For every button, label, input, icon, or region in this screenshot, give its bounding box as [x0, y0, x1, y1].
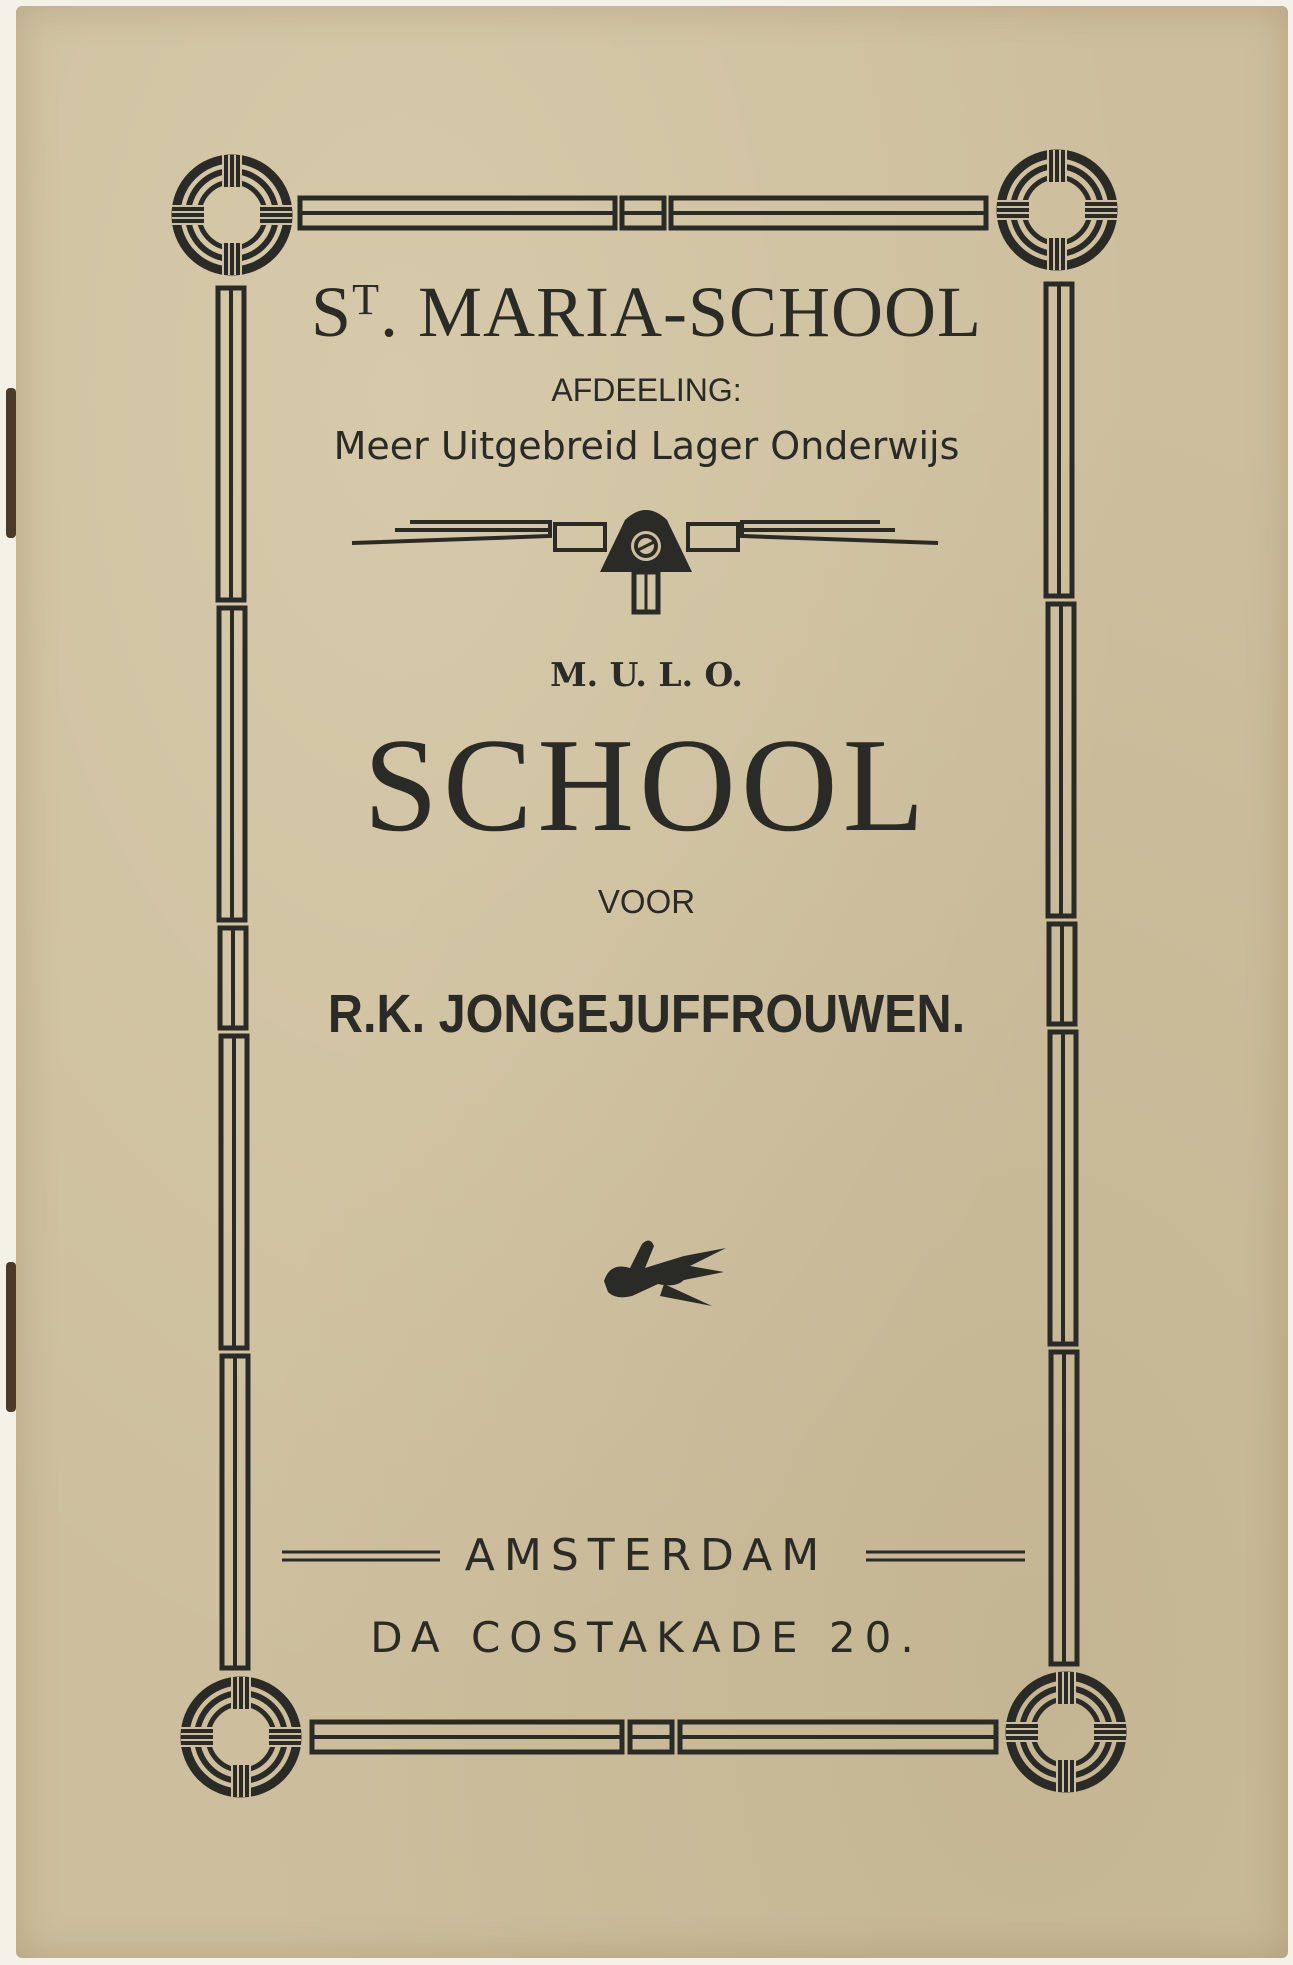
ring-ornament-icon [172, 155, 292, 275]
audience-heading: R.K. JONGEJUFFROUWEN. [327, 984, 966, 1044]
ring-ornament-icon [997, 150, 1117, 270]
divider-ornament-icon [352, 510, 938, 612]
abbreviation: M. U. L. O. [550, 655, 743, 694]
street-address: DA COSTAKADE 20. [370, 1613, 923, 1662]
connector-word: VOOR [597, 883, 696, 920]
ring-ornament-icon [181, 1677, 301, 1797]
school-title: $S^T$. MARIA-SCHOOL [311, 272, 982, 352]
main-heading: SCHOOL [363, 711, 930, 859]
department-label: AFDEELING: [551, 372, 742, 408]
swallow-bird-icon [604, 1240, 726, 1306]
city-name: AMSTERDAM [464, 1530, 829, 1581]
ring-ornament-icon [1006, 1672, 1126, 1792]
subtitle: Meer Uitgebreid Lager Onderwijs [333, 424, 960, 468]
